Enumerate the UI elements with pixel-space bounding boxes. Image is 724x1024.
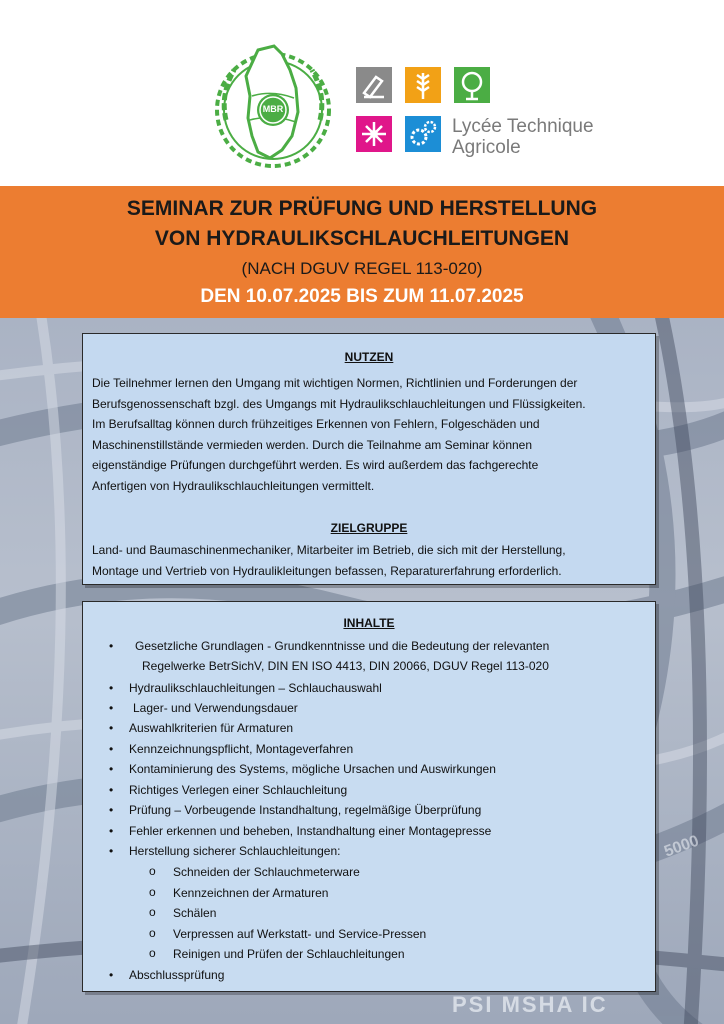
title-line-2: VON HYDRAULIKSCHLAUCHLEITUNGEN [154, 227, 570, 250]
bullet-icon: • [109, 701, 114, 715]
tree-tile-icon [454, 67, 490, 103]
sub-list-item: Kennzeichnen der Armaturen [173, 886, 329, 900]
zielgruppe-text [92, 540, 647, 581]
tools-tile-icon [356, 67, 392, 103]
bullet-icon: • [109, 762, 114, 776]
bullet-icon: • [109, 844, 114, 858]
bullet-icon: • [109, 681, 114, 695]
bullet-icon: • [109, 824, 114, 838]
nutzen-line: Maschinenstillstände vermieden werden. Durch die Teilnahme am Seminar können [92, 437, 533, 452]
mbr-logo-text: MBR [262, 104, 284, 114]
list-item: Kontaminierung des Systems, mögliche Ursachen und Auswirkungen [129, 762, 496, 776]
header [0, 0, 724, 186]
sub-bullet-icon: o [149, 946, 156, 960]
list-item: Kennzeichnungspflicht, Montageverfahren [129, 742, 354, 756]
list-item: Abschlussprüfung [129, 968, 225, 982]
sub-bullet-icon: o [149, 905, 156, 919]
mbr-logo [212, 40, 334, 174]
nutzen-line: eigenständige Prüfungen durchgeführt werden. Es wird außerdem das fachgerechte [92, 458, 539, 472]
nutzen-line: Anfertigen von Hydraulikschlauchleitungen vermittelt. [92, 478, 375, 493]
contents-box [82, 601, 656, 992]
list-item-continuation: Regelwerke BetrSichV, DIN EN ISO 4413, DIN 20066, DGUV Regel 113-020 [142, 659, 549, 673]
school-name-line2: Agricole [452, 137, 521, 158]
bullet-icon: • [109, 721, 114, 735]
nutzen-line: Berufsgenossenschaft bzgl. des Umgangs mit Hydraulikschlauchleitungen und Flüssigkeiten. [92, 396, 586, 411]
hose-print-text: PSI MSHA IC [452, 992, 608, 1017]
nutzen-line: Die Teilnehmer lernen den Umgang mit wichtigen Normen, Richtlinien und Forderungen der [92, 376, 578, 390]
hose-print-text-2: 5000 [661, 832, 702, 861]
list-item: Hydraulikschlauchleitungen – Schlauchauswahl [129, 681, 382, 695]
nutzen-line: Im Berufsalltag können durch frühzeitiges Erkennen von Fehlern, Folgeschäden und [92, 417, 540, 431]
sub-bullet-icon: o [149, 885, 156, 899]
list-item: Gesetzliche Grundlagen - Grundkenntnisse und die Bedeutung der relevanten [135, 639, 550, 653]
zielgruppe-line: Land- und Baumaschinenmechaniker, Mitarbeiter im Betrieb, die sich mit der Herstellung, [92, 543, 566, 557]
school-name [452, 116, 594, 158]
bullet-icon: • [109, 639, 114, 653]
subtitle: (NACH DGUV REGEL 113-020) [241, 259, 483, 278]
title-banner [0, 186, 724, 318]
sub-bullet-icon: o [149, 926, 156, 940]
sub-list-item: Verpressen auf Werkstatt- und Service-Pressen [173, 927, 427, 941]
list-item: Herstellung sicherer Schlauchleitungen: [129, 844, 341, 858]
bullet-icon: • [109, 968, 114, 982]
list-item: Prüfung – Vorbeugende Instandhaltung, regelmäßige Überprüfung [129, 803, 482, 817]
gears-tile-icon [405, 116, 441, 152]
school-name-line1: Lycée Technique [452, 116, 594, 137]
list-item: Fehler erkennen und beheben, Instandhaltung einer Montagepresse [129, 824, 492, 838]
bullet-icon: • [109, 742, 114, 756]
wheat-tile-icon [405, 67, 441, 103]
bullet-icon: • [109, 783, 114, 797]
list-item: Auswahlkriterien für Armaturen [129, 721, 294, 735]
sub-bullet-icon: o [149, 864, 156, 878]
lycee-technique-agricole-logo [356, 67, 606, 157]
inhalte-heading: INHALTE [343, 616, 395, 630]
sub-list-item: Schneiden der Schlauchmeterware [173, 865, 360, 879]
zielgruppe-line: Montage und Vertrieb von Hydraulikleitungen befassen, Reparaturerfahrung erforderlich. [92, 563, 562, 578]
benefits-box [82, 333, 656, 585]
flower-tile-icon [356, 116, 392, 152]
title-line-1: SEMINAR ZUR PRÜFUNG UND HERSTELLUNG [126, 197, 598, 220]
list-item: Richtiges Verlegen einer Schlauchleitung [129, 783, 348, 797]
sub-list-item: Reinigen und Prüfen der Schlauchleitungen [173, 947, 405, 961]
nutzen-heading: NUTZEN [344, 350, 394, 364]
date-range: DEN 10.07.2025 BIS ZUM 11.07.2025 [200, 286, 524, 307]
sub-list-item: Schälen [173, 906, 217, 920]
nutzen-text [92, 373, 647, 496]
list-item: Lager- und Verwendungsdauer [133, 701, 298, 715]
zielgruppe-heading: ZIELGRUPPE [330, 521, 408, 535]
bullet-icon: • [109, 803, 114, 817]
